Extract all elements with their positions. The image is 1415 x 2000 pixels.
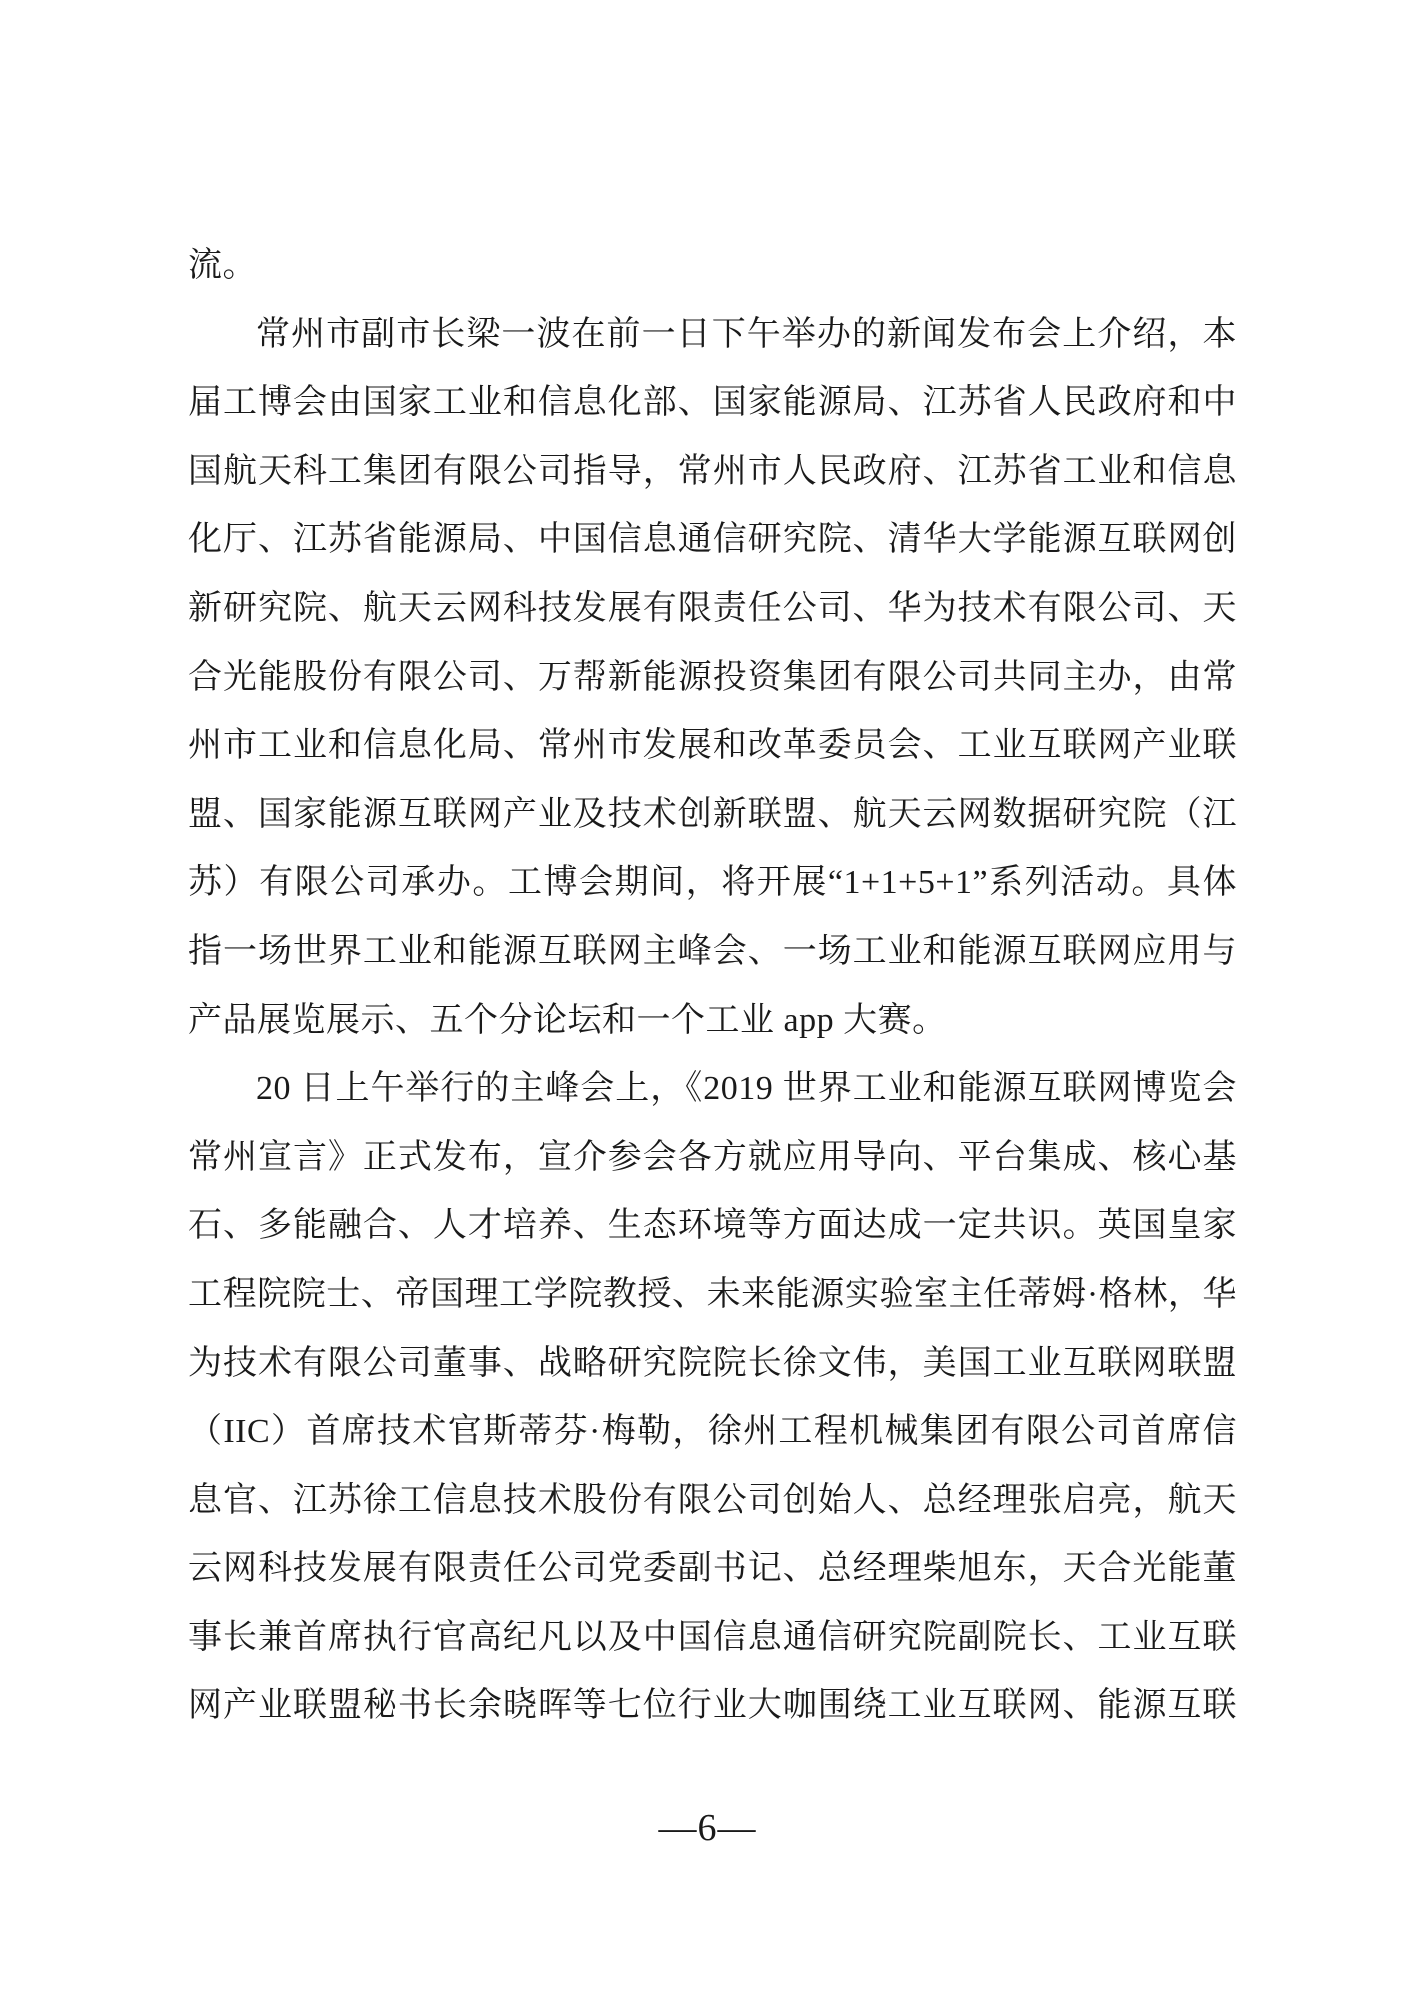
text-line-paragraph-start: 20 日上午举行的主峰会上，《2019 世界工业和能源互联网博览会 <box>256 1070 1237 1108</box>
text-line: 国航天科工集团有限公司指导，常州市人民政府、江苏省工业和信息 <box>188 452 1237 490</box>
text-line: 苏）有限公司承办。工博会期间，将开展“1+1+5+1”系列活动。具体 <box>188 864 1237 902</box>
text-line: 盟、国家能源互联网产业及技术创新联盟、航天云网数据研究院（江 <box>188 795 1237 833</box>
text-line: 息官、江苏徐工信息技术股份有限公司创始人、总经理张启亮，航天 <box>188 1481 1237 1519</box>
text-line: 新研究院、航天云网科技发展有限责任公司、华为技术有限公司、天 <box>188 589 1237 627</box>
text-line: 石、多能融合、人才培养、生态环境等方面达成一定共识。英国皇家 <box>188 1207 1237 1245</box>
text-line: 工程院院士、帝国理工学院教授、未来能源实验室主任蒂姆·格林，华 <box>188 1275 1237 1313</box>
text-line: 合光能股份有限公司、万帮新能源投资集团有限公司共同主办，由常 <box>188 658 1237 696</box>
text-line: 州市工业和信息化局、常州市发展和改革委员会、工业互联网产业联 <box>188 727 1237 765</box>
text-line-paragraph-start: 常州市副市长梁一波在前一日下午举办的新闻发布会上介绍，本 <box>256 315 1237 353</box>
text-line: 为技术有限公司董事、战略研究院院长徐文伟，美国工业互联网联盟 <box>188 1344 1237 1382</box>
text-line: 常州宣言》正式发布，宣介参会各方就应用导向、平台集成、核心基 <box>188 1138 1237 1176</box>
text-line: 产品展览展示、五个分论坛和一个工业 app 大赛。 <box>188 1001 947 1039</box>
text-line: 届工博会由国家工业和信息化部、国家能源局、江苏省人民政府和中 <box>188 384 1237 422</box>
text-line: 云网科技发展有限责任公司党委副书记、总经理柴旭东，天合光能董 <box>188 1550 1237 1588</box>
text-line: 流。 <box>188 247 257 284</box>
text-line: 化厅、江苏省能源局、中国信息通信研究院、清华大学能源互联网创 <box>188 521 1237 559</box>
text-line: 事长兼首席执行官高纪凡以及中国信息通信研究院副院长、工业互联 <box>188 1618 1237 1656</box>
document-body <box>188 232 1237 1741</box>
page-number: —6— <box>658 1807 757 1849</box>
text-line: 网产业联盟秘书长余晓晖等七位行业大咖围绕工业互联网、能源互联 <box>188 1687 1237 1725</box>
text-line: 指一场世界工业和能源互联网主峰会、一场工业和能源互联网应用与 <box>188 932 1237 970</box>
text-line: （IIC）首席技术官斯蒂芬·梅勒，徐州工程机械集团有限公司首席信 <box>188 1413 1237 1451</box>
